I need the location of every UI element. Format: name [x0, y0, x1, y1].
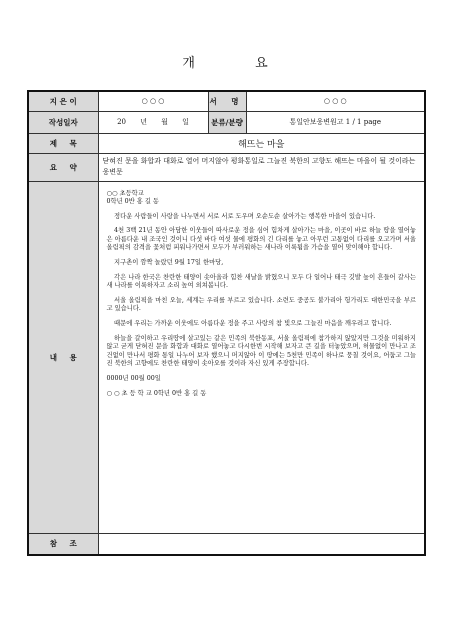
date-value: 20 년 월 일	[98, 111, 208, 133]
category-label: 분류/분량	[208, 111, 246, 133]
date-line: 0000년 00월 00일	[106, 375, 161, 382]
summary-table	[27, 90, 426, 556]
paragraph: 때문에 우리는 가까운 이웃에도 아름다운 정을 주고 사랑의 참 빛으로 그늘진 마음을 깨우려고 합니다.	[114, 320, 392, 328]
book-name-label: 서 명	[208, 91, 246, 111]
summary-label: 요 약	[28, 153, 98, 181]
content-body	[98, 181, 425, 533]
category-value: 통일안보웅변원고 1 / 1 page	[246, 111, 425, 133]
school-line: ○○ 초등학교	[106, 189, 144, 197]
paragraph: 각은 나라 한국은 찬란한 태양이 솟아올라 힘찬 새날을 밝혔으니 모두 다 일어나 태극 깃발 높이 흔들어 갈사는 새 나라를 이룩하자고 소리 높여 외쳐봅니다.	[106, 273, 416, 290]
paragraph: 4천 3백 21년 동안 아담한 이웃들이 따사로운 정을 심어 힘차게 살아가는 마을, 이곳이 바로 하늘 땅을 열어놓은 아름다운 내 조국인 것이니 다섯 바다 여섯 물에 평화의 긴 다리를 놓고 아무런 고통없이 다리를 오고가며 서울 올림픽의 감격을 꽃처럼 피워나가면서 모두가 부러워하는 새나라 이룩됨을 가슴을 열어 맞이해야 합니다.	[106, 227, 416, 252]
subject-value: 해뜨는 마을	[98, 133, 425, 153]
book-name-value: ○ ○ ○	[246, 91, 425, 111]
date-label: 작성일자	[28, 111, 98, 133]
content-label: 내 용	[28, 181, 98, 533]
paragraph: 지구촌이 깜짝 놀랐던 9월 17일 한마당,	[114, 259, 224, 267]
reference-value	[98, 533, 425, 555]
paragraph: 하늘을 갈이하고 우리땅에 살고있는 같은 민족의 북한동포, 서울 올림픽에 참가하지 않았지만 그것을 미워하지 않고 굳게 닫혀진 문을 화합과 대화로 열어놓고 다시한번 시작해 보자고 큰 길을 터놓았으며, 허물없이 만나고 조건없이 만나서 평화 통일 나누어 보자 했으니 머지않아 이 땅에는 5천만 민족이 하나로 뭉칠 것이요, 어둡고 그늘진 북한의 고향에도 찬란한 태양이 솟아오를 것이라 자신 있게 주장합니다.	[106, 334, 416, 368]
student-line: 0학년 0반 홍 길 동	[106, 198, 160, 206]
paragraph: 서울 올림픽을 마친 오늘, 세계는 우리를 부르고 있습니다. 소련도 중공도 불가리아 헝가리도 대한민국을 부르고 있습니다.	[106, 296, 416, 313]
signature-line: ○ ○ 초 등 학 교 0학년 0반 홍 길 동	[106, 389, 207, 397]
page-title: 개 요	[182, 56, 296, 71]
author-label: 지 은 이	[28, 91, 98, 111]
paragraph: 정다운 사람들이 사랑을 나누면서 서로 서로 도우며 오순도순 살아가는 행복한 마을이 있습니다.	[114, 212, 376, 220]
reference-label: 참 조	[28, 533, 98, 555]
author-value: ○ ○ ○	[98, 91, 208, 111]
subject-label: 제 목	[28, 133, 98, 153]
summary-value: 닫혀진 문을 화합과 대화로 열어 머지않아 평화통일로 그늘진 북한의 고향도 해뜨는 마을이 될 것이라는 웅변문	[98, 153, 425, 181]
